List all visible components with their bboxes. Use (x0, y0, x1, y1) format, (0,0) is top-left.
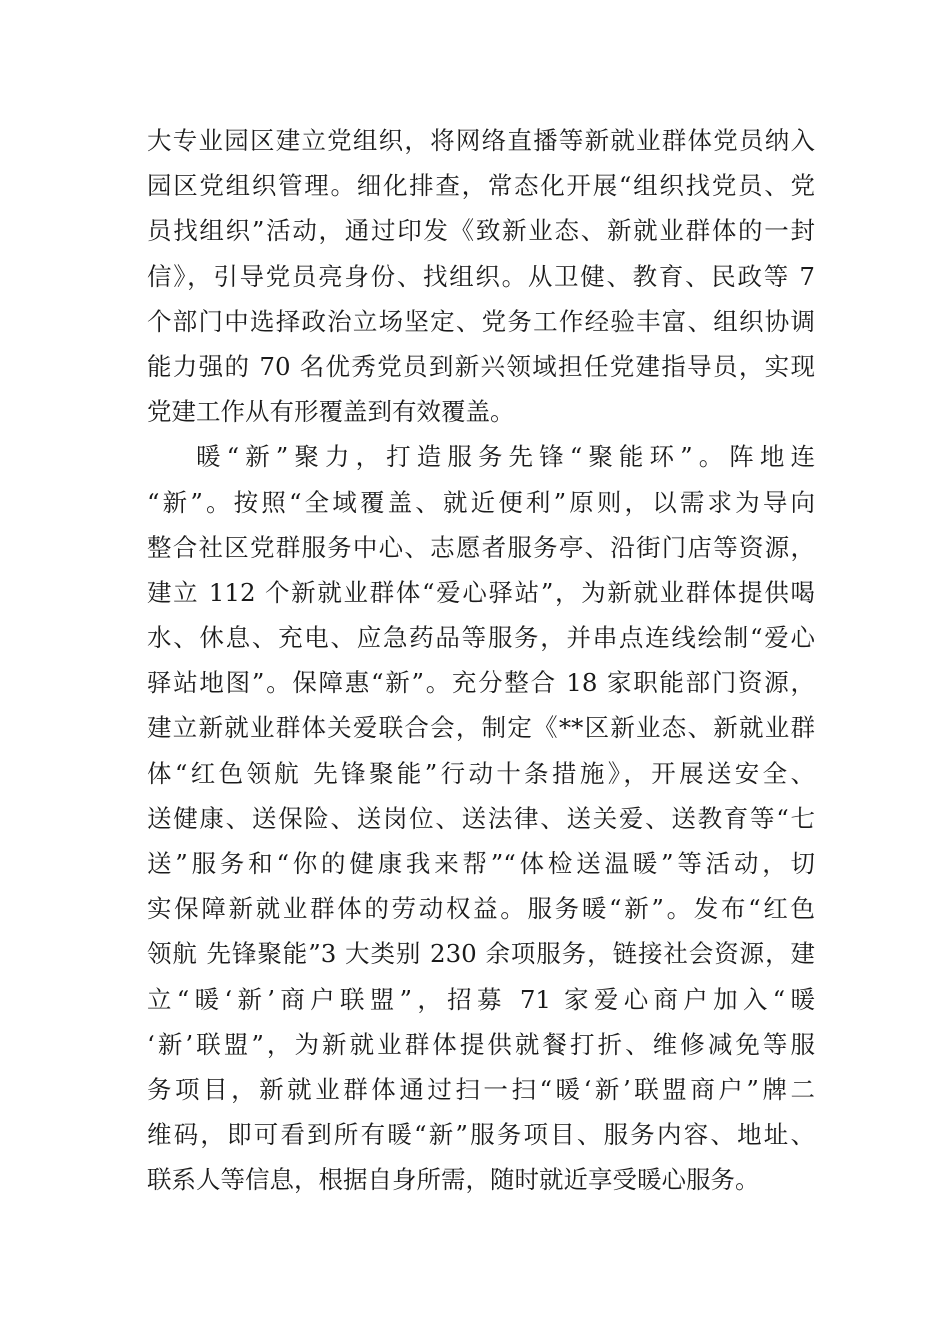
text-line: 体“红色领航 先锋聚能”行动十条措施》，开展送安全、 (147, 758, 815, 788)
text-line: 务项目，新就业群体通过扫一扫“暖‘新’联盟商户”牌二 (147, 1074, 815, 1104)
text-line: “新”。按照“全域覆盖、就近便利”原则，以需求为导向 (147, 487, 815, 517)
text-line: 个部门中选择政治立场坚定、党务工作经验丰富、组织协调 (147, 306, 815, 336)
paragraph-1 (147, 118, 815, 434)
text-line: 领航 先锋聚能”3 大类别 230 余项服务，链接社会资源，建 (147, 939, 815, 969)
document-body (147, 118, 815, 1203)
text-line: 信》，引导党员亮身份、找组织。从卫健、教育、民政等 7 (147, 261, 815, 291)
text-line: 暖“新”聚力，打造服务先锋“聚能环”。阵地连 (196, 442, 815, 472)
text-line: 能力强的 70 名优秀党员到新兴领域担任党建指导员，实现 (147, 351, 815, 381)
text-line: ‘新’联盟”，为新就业群体提供就餐打折、维修减免等服 (147, 1029, 815, 1059)
text-line: 实保障新就业群体的劳动权益。服务暖“新”。发布“红色 (147, 894, 815, 924)
paragraph-2 (147, 434, 815, 1202)
text-line: 送”服务和“你的健康我来帮”“体检送温暖”等活动，切 (147, 849, 815, 878)
text-line: 立“暖‘新’商户联盟”，招募 71 家爱心商户加入“暖 (147, 984, 815, 1014)
text-line: 大专业园区建立党组织，将网络直播等新就业群体党员纳入 (147, 126, 815, 155)
text-line: 建立新就业群体关爱联合会，制定《**区新业态、新就业群 (147, 713, 815, 743)
text-line: 驿站地图”。保障惠“新”。充分整合 18 家职能部门资源， (147, 668, 815, 698)
text-line: 党建工作从有形覆盖到有效覆盖。 (147, 397, 515, 427)
text-line: 水、休息、充电、应急药品等服务，并串点连线绘制“爱心 (147, 623, 815, 653)
text-line: 园区党组织管理。细化排查，常态化开展“组织找党员、党 (147, 171, 815, 201)
text-line: 维码，即可看到所有暖“新”服务项目、服务内容、地址、 (147, 1120, 815, 1150)
text-line: 建立 112 个新就业群体“爱心驿站”，为新就业群体提供喝 (147, 577, 815, 607)
text-line: 送健康、送保险、送岗位、送法律、送关爱、送教育等“七 (147, 803, 815, 833)
text-line: 整合社区党群服务中心、志愿者服务亭、沿街门店等资源， (147, 532, 815, 562)
text-line: 员找组织”活动，通过印发《致新业态、新就业群体的一封 (147, 216, 815, 246)
text-line: 联系人等信息，根据自身所需，随时就近享受暖心服务。 (147, 1165, 760, 1195)
